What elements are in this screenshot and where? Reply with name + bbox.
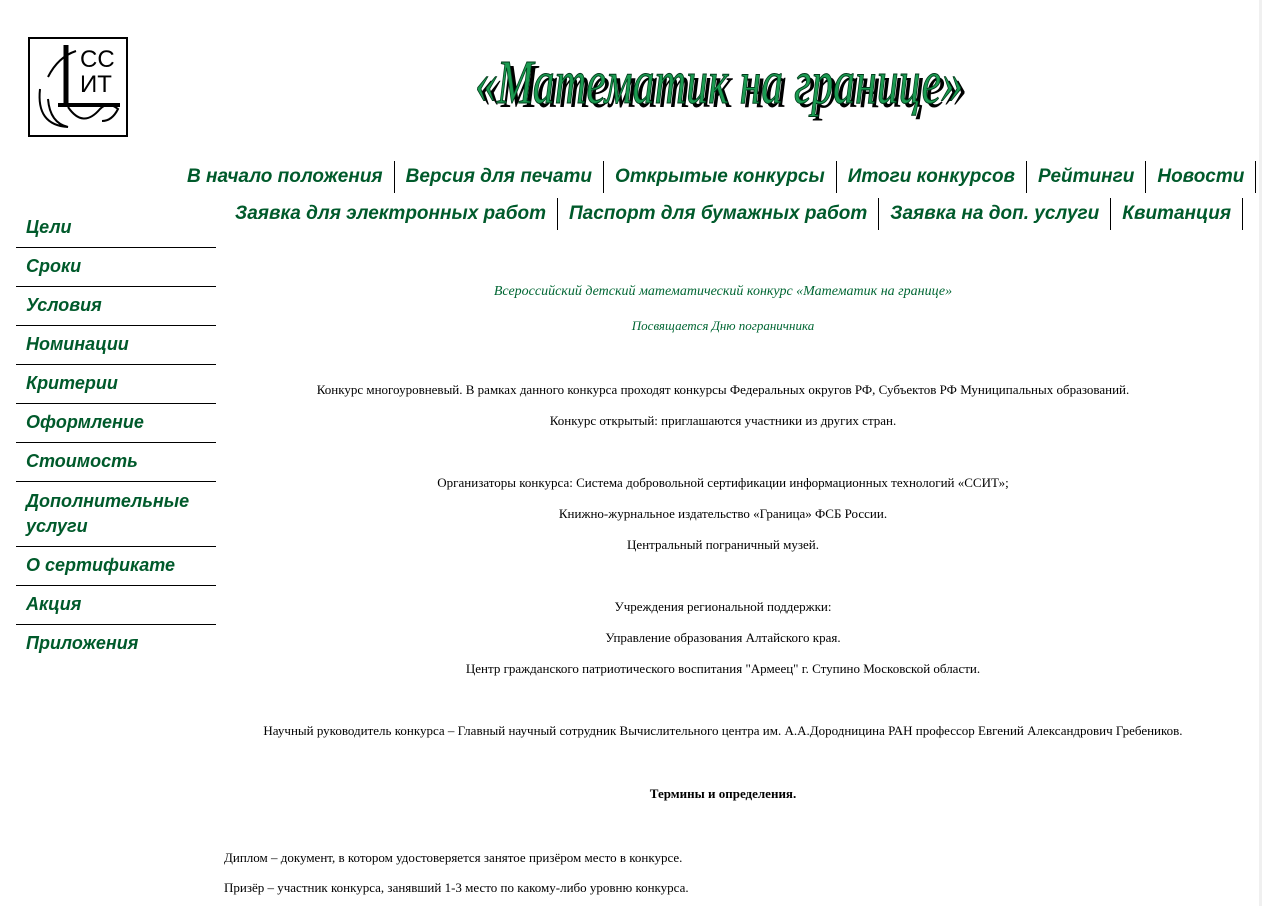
paragraph-museum: Центральный пограничный музей.: [627, 537, 819, 552]
nav-news-link[interactable]: Новости: [1146, 161, 1256, 193]
paragraph-multilevel: Конкурс многоуровневый. В рамках данного конкурса проходят конкурсы Федеральных округов РФ, Субъектов РФ Муниципальных образований.: [316, 382, 1130, 397]
nav-open-contests-link[interactable]: Открытые конкурсы: [604, 161, 837, 193]
sidebar-item-appendices[interactable]: Приложения: [26, 633, 139, 653]
logo-letters-top: СС: [80, 46, 115, 73]
sidebar-item-formatting[interactable]: Оформление: [16, 404, 216, 443]
nav-paper-passport-link[interactable]: Паспорт для бумажных работ: [558, 198, 879, 230]
logo-letters-mid: ИТ: [80, 71, 112, 98]
top-nav-row-1: [176, 161, 1245, 193]
paragraph-regional-support: Учреждения региональной поддержки:: [614, 599, 832, 614]
banner-title-text: «Математик на границе»: [475, 49, 963, 117]
nav-receipt-link[interactable]: Квитанция: [1111, 198, 1243, 230]
sidebar-item-promotion[interactable]: Акция: [16, 586, 216, 625]
nav-ratings-link[interactable]: Рейтинги: [1027, 161, 1146, 193]
svg-text:«Математик на границе»: «Математик на границе»: [479, 53, 967, 121]
sidebar-item-conditions[interactable]: Условия: [16, 287, 216, 326]
sidebar-item-certificate[interactable]: О сертификате: [16, 547, 216, 586]
contest-subheading: Посвящается Дню пограничника: [631, 318, 815, 333]
paragraph-open-contest: Конкурс открытый: приглашаются участники из других стран.: [549, 413, 897, 428]
sidebar-item-nominations[interactable]: Номинации: [16, 326, 216, 365]
sidebar-item-goals[interactable]: Цели: [16, 209, 216, 248]
nav-extra-services-link[interactable]: Заявка на доп. услуги: [879, 198, 1111, 230]
contest-heading: Всероссийский детский математический конкурс «Математик на границе»: [493, 284, 953, 299]
sidebar-item-extra-services[interactable]: Дополнительные услуги: [16, 482, 216, 547]
sidebar-item-cost[interactable]: Стоимость: [16, 443, 216, 482]
top-nav-row-2: [224, 198, 1232, 230]
sidebar: [16, 209, 216, 664]
sidebar-item-deadlines[interactable]: Сроки: [16, 248, 216, 287]
definition-prizewinner: Призёр – участник конкурса, занявший 1-3 место по какому-либо уровню конкурса.: [224, 880, 689, 895]
paragraph-scientific-supervisor: Научный руководитель конкурса – Главный научный сотрудник Вычислительного центра им. А.А.Дородницина РАН профессор Евгений Александрович Гребеников.: [263, 723, 1183, 738]
nav-electronic-application-link[interactable]: Заявка для электронных работ: [224, 198, 558, 230]
nav-contest-results-link[interactable]: Итоги конкурсов: [837, 161, 1027, 193]
paragraph-organizers: Организаторы конкурса: Система добровольной сертификации информационных технологий «ССИТ»;: [437, 475, 1009, 490]
nav-print-version-link[interactable]: Версия для печати: [395, 161, 604, 193]
nav-start-link[interactable]: В начало положения: [176, 161, 395, 193]
banner-title: [470, 28, 980, 130]
paragraph-altai-education: Управление образования Алтайского края.: [605, 630, 841, 645]
paragraph-publisher: Книжно-журнальное издательство «Граница» ФСБ России.: [558, 506, 888, 521]
sidebar-item-criteria[interactable]: Критерии: [16, 365, 216, 404]
definition-diploma: Диплом – документ, в котором удостоверяется занятое призёром место в конкурсе.: [224, 850, 683, 865]
terms-heading: Термины и определения.: [649, 786, 797, 801]
ssit-logo: [28, 37, 128, 137]
paragraph-armeets-center: Центр гражданского патриотического воспитания "Армеец" г. Ступино Московской области.: [465, 661, 981, 676]
